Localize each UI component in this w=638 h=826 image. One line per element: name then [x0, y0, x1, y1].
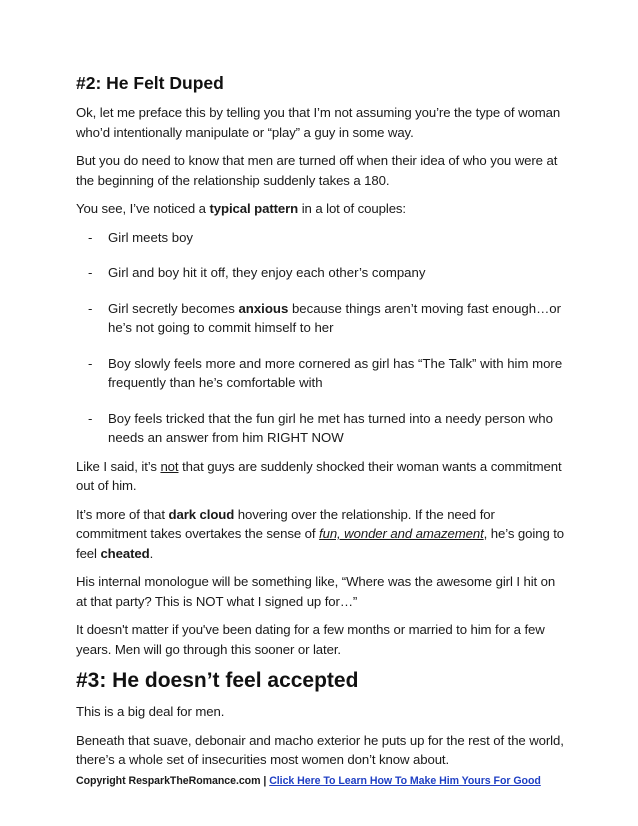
section-2-paragraph-1: Ok, let me preface this by telling you that I’m not assuming you’re the type of woman who’d intentionally manipulate or “play” a guy in some way.	[76, 105, 561, 140]
text-run: in a lot of couples:	[298, 201, 406, 216]
text-run: , he’s going to feel	[76, 526, 565, 561]
bullet-dash: -	[88, 229, 93, 245]
section-2-paragraph-2: But you do need to know that men are turned off when their idea of who you were at the beginning of the relationship suddenly takes a 180.	[76, 153, 558, 188]
bullet-dash: -	[88, 355, 93, 371]
page-footer	[76, 774, 541, 788]
section-2-paragraph-3	[76, 199, 568, 219]
list-item-text: Girl meets boy	[108, 229, 194, 245]
copyright-text: Copyright ResparkTheRomance.com	[76, 775, 261, 787]
pattern-list	[76, 228, 568, 448]
text-run: .	[149, 545, 154, 561]
list-item	[76, 409, 568, 448]
list-item-text: because things aren’t moving fast enough…or he’s not going to commit himself to her	[108, 300, 562, 335]
bold-word-cheated: cheated	[100, 545, 150, 561]
section-2-paragraph-7: It doesn't matter if you've been dating for a few months or married to him for a few years. Men will go through this sooner or later.	[76, 622, 545, 657]
emphasis-fun-wonder-amazement: fun, wonder and amazement	[319, 526, 484, 541]
learn-more-link[interactable]: Click Here To Learn How To Make Him Yours For Good	[269, 775, 541, 787]
list-item	[76, 263, 568, 283]
text-run: It’s more of that	[76, 506, 169, 522]
text-run: You see, I’ve noticed a	[76, 201, 210, 216]
section-2-paragraph-5	[76, 505, 568, 564]
section-2-paragraph-4	[76, 457, 568, 496]
text-run: that guys are suddenly shocked their woman wants a commitment out of him.	[76, 458, 562, 493]
footer-separator: |	[260, 775, 270, 787]
bold-word-anxious: anxious	[238, 300, 289, 316]
section-3-paragraph-1: This is a big deal for men.	[76, 704, 225, 719]
document-page	[76, 72, 568, 779]
bullet-dash: -	[88, 300, 93, 316]
list-item	[76, 228, 568, 248]
list-item-text: Girl and boy hit it off, they enjoy each other’s company	[108, 265, 426, 280]
section-2-heading: #2: He Felt Duped	[76, 73, 224, 93]
list-item	[76, 299, 568, 338]
section-3-paragraph-2: Beneath that suave, debonair and macho exterior he puts up for the rest of the world, there’s a whole set of insecurities most women don’t know about.	[76, 732, 564, 767]
text-run: Like I said, it’s	[76, 458, 161, 474]
text-run: hovering over the relationship. If the need for commitment takes overtakes the sense of	[76, 506, 495, 541]
section-2-paragraph-6: His internal monologue will be something like, “Where was the awesome girl I hit on at that party? This is NOT what I signed up for…”	[76, 574, 556, 609]
section-3-heading: #3: He doesn’t feel accepted	[76, 669, 359, 692]
bold-phrase-dark-cloud: dark cloud	[168, 506, 235, 522]
list-item-text: Girl secretly becomes	[108, 300, 239, 316]
list-item	[76, 354, 568, 393]
bold-phrase-typical-pattern: typical pattern	[209, 201, 299, 216]
bullet-dash: -	[88, 265, 93, 280]
bullet-dash: -	[88, 410, 93, 426]
list-item-text: Boy feels tricked that the fun girl he met has turned into a needy person who needs an answer from him RIGHT NOW	[108, 410, 553, 445]
list-item-text: Boy slowly feels more and more cornered as girl has “The Talk” with him more frequently than he’s comfortable with	[108, 355, 563, 390]
underlined-word-not: not	[160, 458, 179, 474]
